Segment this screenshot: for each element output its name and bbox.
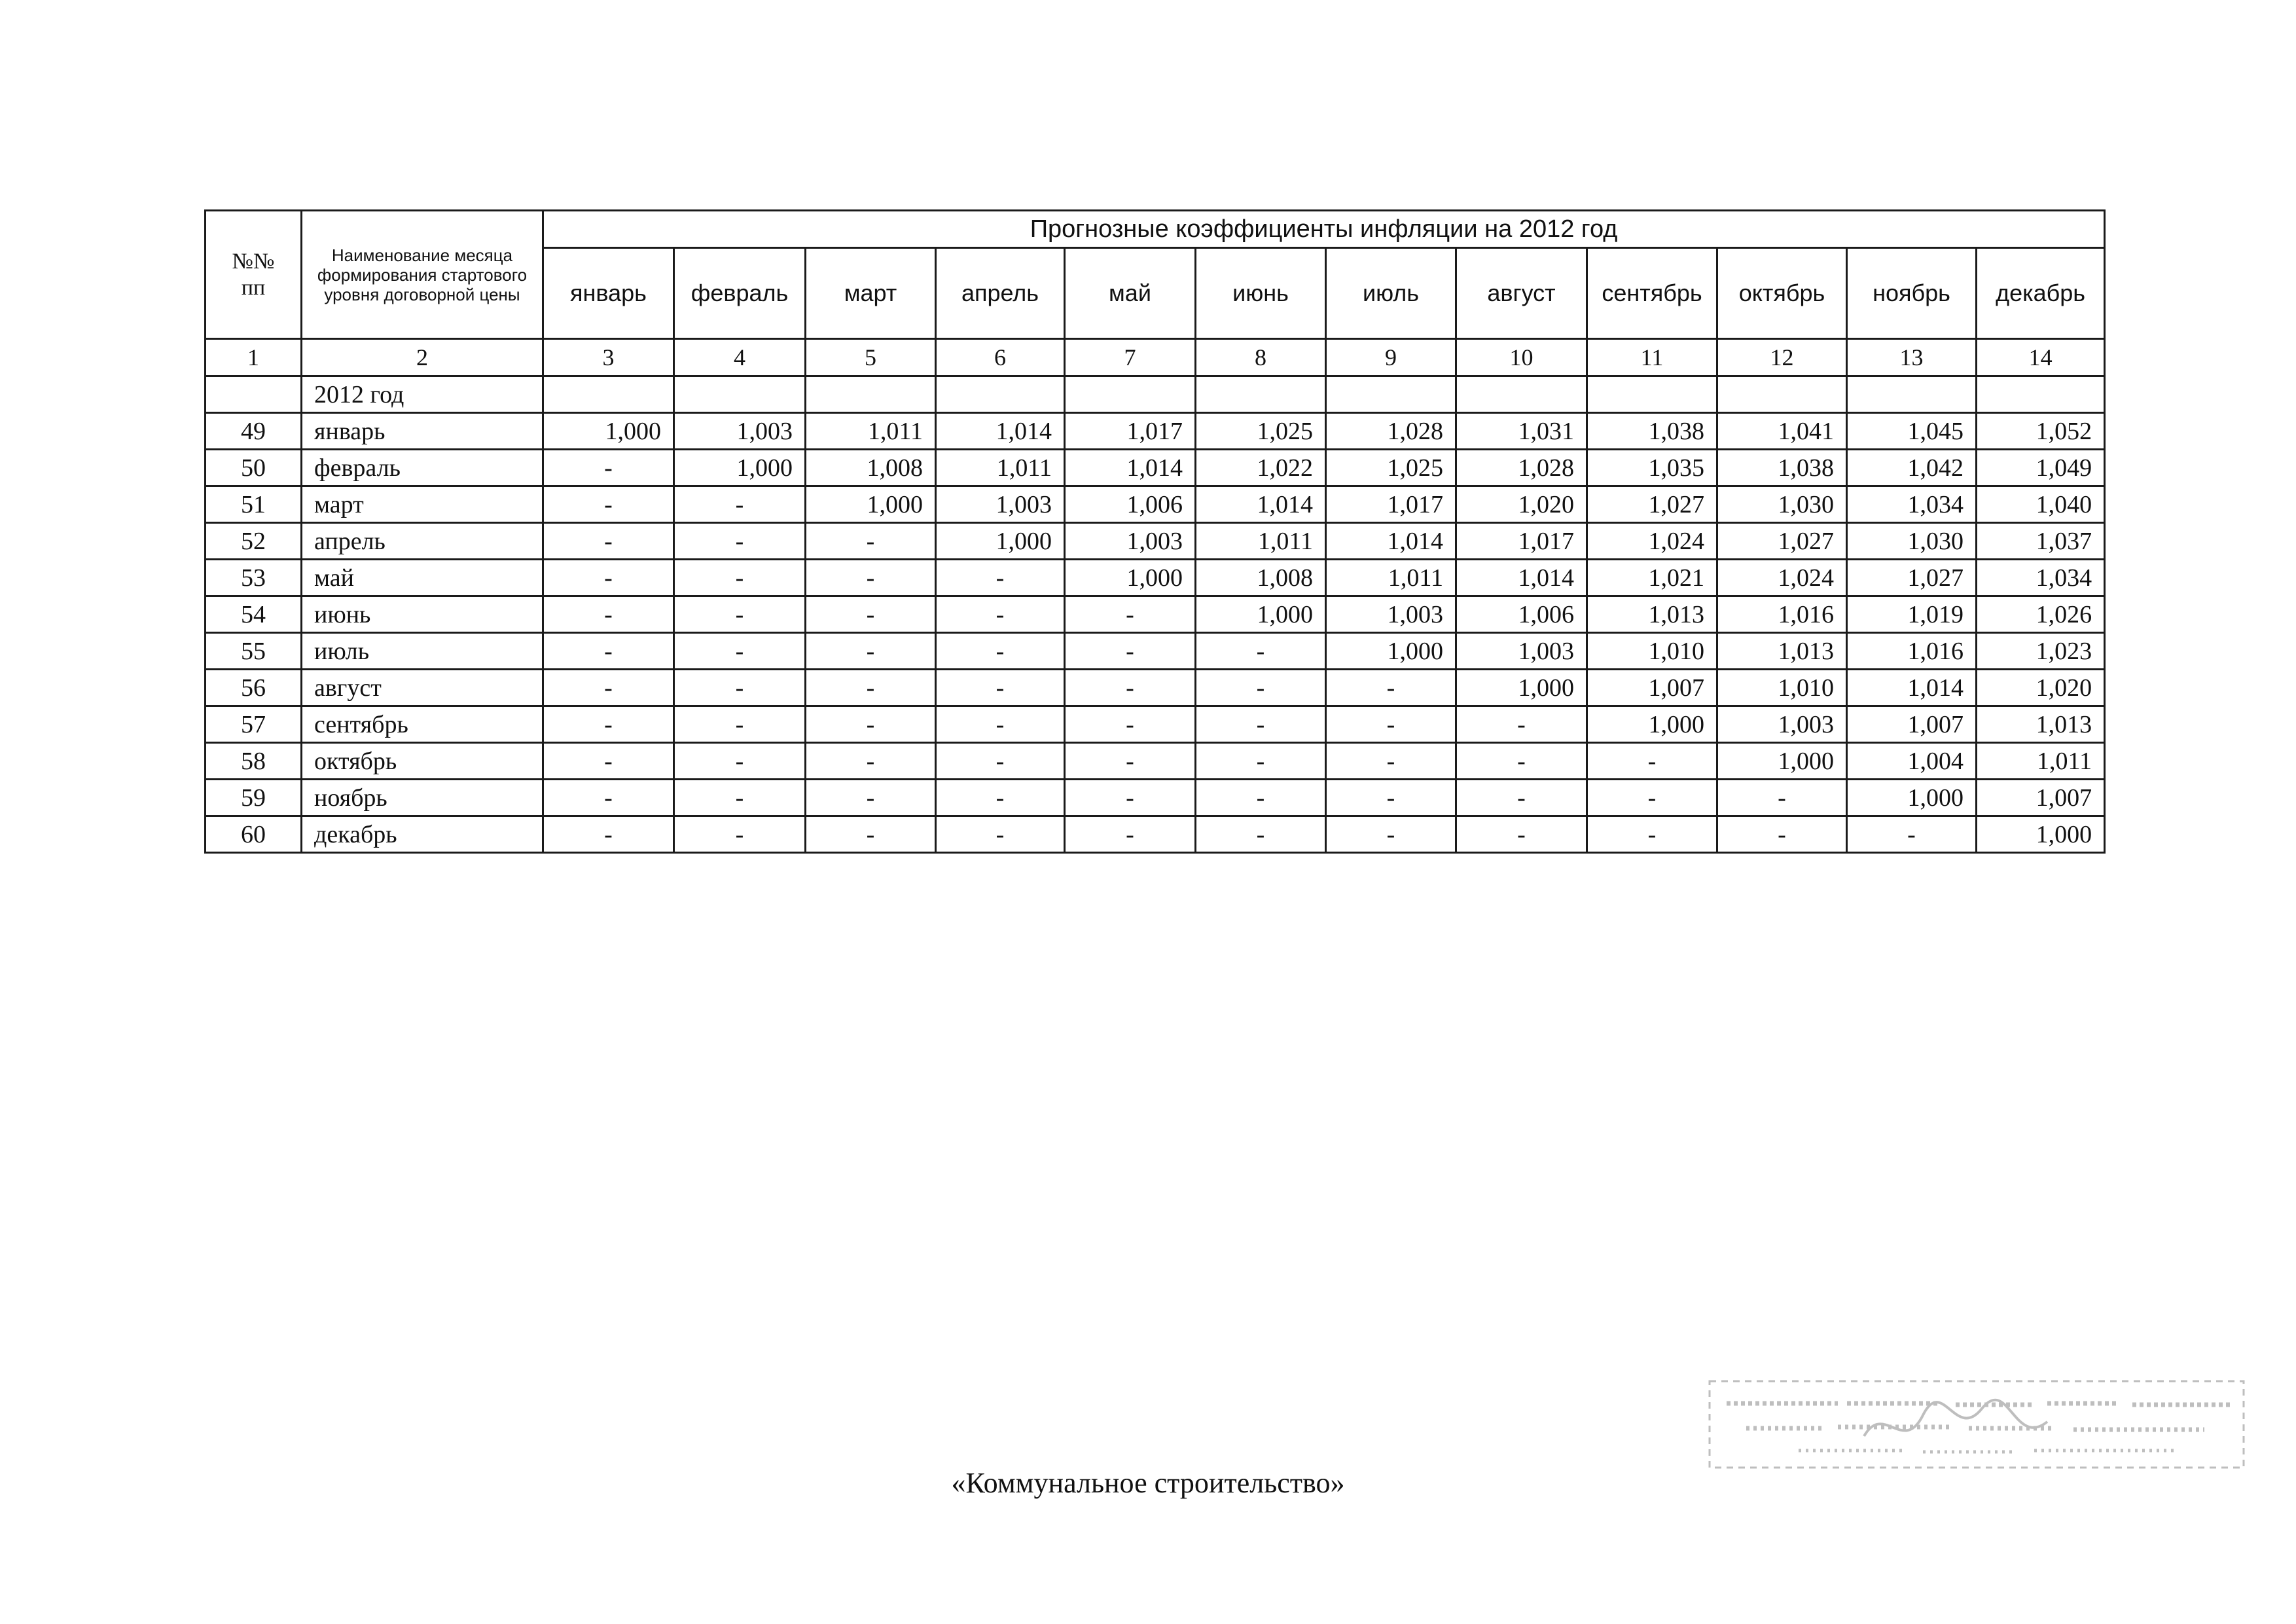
- table-row: [206, 706, 2105, 743]
- coefficient-cell: -: [543, 560, 674, 596]
- year-label: 2012 год: [302, 376, 543, 413]
- table-row: [206, 780, 2105, 816]
- coefficient-cell: -: [543, 706, 674, 743]
- coefficient-cell: 1,003: [936, 486, 1065, 523]
- row-number-cell: 56: [206, 670, 302, 706]
- column-number-cell: 2: [302, 339, 543, 376]
- coefficient-cell: 1,000: [1065, 560, 1196, 596]
- coefficient-cell: -: [674, 743, 806, 780]
- coefficient-cell: 1,000: [674, 450, 806, 486]
- stamp-text-line-3: [1799, 1451, 2178, 1452]
- coefficient-cell: -: [674, 706, 806, 743]
- stamp-text-line-1: [1727, 1403, 2231, 1405]
- table-row: [206, 743, 2105, 780]
- column-number-cell: 8: [1196, 339, 1326, 376]
- coefficient-cell: -: [1326, 743, 1456, 780]
- coefficient-cell: 1,021: [1587, 560, 1717, 596]
- coefficient-cell: 1,014: [936, 413, 1065, 450]
- coefficient-cell: 1,000: [1326, 633, 1456, 670]
- coefficient-cell: 1,027: [1847, 560, 1977, 596]
- row-number-cell: 59: [206, 780, 302, 816]
- coefficient-cell: -: [806, 560, 936, 596]
- coefficient-cell: -: [1065, 633, 1196, 670]
- year-row-empty-cell: [1847, 376, 1977, 413]
- row-number-cell: 54: [206, 596, 302, 633]
- month-column-header: июль: [1326, 248, 1456, 339]
- coefficient-cell: -: [543, 633, 674, 670]
- coefficient-cell: -: [1717, 816, 1847, 853]
- coefficient-cell: 1,017: [1326, 486, 1456, 523]
- coefficient-cell: -: [1587, 743, 1717, 780]
- coefficient-cell: 1,013: [1587, 596, 1717, 633]
- coefficient-cell: -: [936, 780, 1065, 816]
- table-row: [206, 596, 2105, 633]
- start-month-cell: январь: [302, 413, 543, 450]
- start-month-cell: декабрь: [302, 816, 543, 853]
- start-month-cell: июль: [302, 633, 543, 670]
- table-row: [206, 486, 2105, 523]
- start-month-cell: октябрь: [302, 743, 543, 780]
- coefficient-cell: -: [1326, 670, 1456, 706]
- year-row-empty-cell: [1326, 376, 1456, 413]
- coefficient-cell: 1,024: [1587, 523, 1717, 560]
- coefficient-cell: 1,014: [1847, 670, 1977, 706]
- start-month-cell: май: [302, 560, 543, 596]
- coefficient-cell: -: [1065, 670, 1196, 706]
- row-number-cell: 53: [206, 560, 302, 596]
- coefficient-cell: 1,008: [1196, 560, 1326, 596]
- column-number-cell: 13: [1847, 339, 1977, 376]
- coefficient-cell: 1,034: [1847, 486, 1977, 523]
- column-number-cell: 1: [206, 339, 302, 376]
- coefficient-cell: -: [1196, 780, 1326, 816]
- coefficient-cell: -: [806, 743, 936, 780]
- coefficient-cell: 1,025: [1196, 413, 1326, 450]
- coefficient-cell: 1,011: [1326, 560, 1456, 596]
- row-number-cell: 50: [206, 450, 302, 486]
- start-month-cell: апрель: [302, 523, 543, 560]
- row-number-header-label: №№ пп: [232, 249, 275, 300]
- column-number-cell: 7: [1065, 339, 1196, 376]
- coefficient-cell: 1,007: [1587, 670, 1717, 706]
- coefficient-cell: -: [1326, 780, 1456, 816]
- coefficient-cell: -: [1587, 816, 1717, 853]
- start-month-cell: июнь: [302, 596, 543, 633]
- coefficient-cell: 1,049: [1977, 450, 2105, 486]
- year-row-empty-cell: [543, 376, 674, 413]
- coefficient-cell: 1,000: [936, 523, 1065, 560]
- coefficient-cell: -: [936, 706, 1065, 743]
- coefficient-cell: -: [1065, 743, 1196, 780]
- coefficient-cell: -: [1196, 743, 1326, 780]
- coefficient-cell: 1,052: [1977, 413, 2105, 450]
- coefficient-cell: 1,014: [1326, 523, 1456, 560]
- coefficient-cell: -: [543, 670, 674, 706]
- year-row-empty-cell: [1456, 376, 1587, 413]
- coefficient-cell: -: [674, 486, 806, 523]
- coefficient-cell: 1,000: [1847, 780, 1977, 816]
- coefficient-cell: 1,011: [936, 450, 1065, 486]
- start-month-cell: август: [302, 670, 543, 706]
- coefficient-cell: 1,000: [543, 413, 674, 450]
- coefficient-cell: 1,014: [1456, 560, 1587, 596]
- coefficient-cell: 1,038: [1717, 450, 1847, 486]
- coefficient-cell: 1,000: [806, 486, 936, 523]
- coefficient-cell: -: [1065, 596, 1196, 633]
- column-number-cell: 3: [543, 339, 674, 376]
- column-number-row: [206, 339, 2105, 376]
- table-row: [206, 633, 2105, 670]
- coefficient-cell: 1,013: [1717, 633, 1847, 670]
- coefficient-cell: -: [1196, 706, 1326, 743]
- coefficient-cell: 1,016: [1717, 596, 1847, 633]
- year-row-empty-cell: [1977, 376, 2105, 413]
- coefficient-cell: -: [543, 486, 674, 523]
- year-row-empty-cell: [1196, 376, 1326, 413]
- coefficient-cell: -: [674, 816, 806, 853]
- row-number-cell: 52: [206, 523, 302, 560]
- coefficient-cell: -: [674, 596, 806, 633]
- month-column-header: август: [1456, 248, 1587, 339]
- start-month-cell: февраль: [302, 450, 543, 486]
- coefficient-cell: 1,006: [1065, 486, 1196, 523]
- coefficient-cell: 1,003: [1717, 706, 1847, 743]
- coefficient-cell: -: [674, 780, 806, 816]
- month-name-header: Наименование месяца формирования стартового уровня договорной цены: [302, 211, 543, 339]
- table-body: [206, 376, 2105, 853]
- month-column-header: апрель: [936, 248, 1065, 339]
- month-column-header: март: [806, 248, 936, 339]
- coefficient-cell: -: [1847, 816, 1977, 853]
- coefficient-cell: 1,019: [1847, 596, 1977, 633]
- coefficient-cell: 1,028: [1326, 413, 1456, 450]
- coefficient-cell: -: [936, 596, 1065, 633]
- coefficient-cell: 1,000: [1196, 596, 1326, 633]
- table-row: [206, 450, 2105, 486]
- stamp-border: [1710, 1381, 2244, 1468]
- year-row-empty-cell: [1717, 376, 1847, 413]
- coefficient-cell: -: [543, 523, 674, 560]
- start-month-cell: сентябрь: [302, 706, 543, 743]
- coefficient-cell: -: [1456, 780, 1587, 816]
- year-row-empty-cell: [1065, 376, 1196, 413]
- month-column-header: ноябрь: [1847, 248, 1977, 339]
- row-number-cell: 49: [206, 413, 302, 450]
- column-number-cell: 4: [674, 339, 806, 376]
- month-column-header: октябрь: [1717, 248, 1847, 339]
- coefficient-cell: 1,011: [1196, 523, 1326, 560]
- coefficients-title: Прогнозные коэффициенты инфляции на 2012 год: [543, 211, 2105, 248]
- coefficient-cell: -: [1717, 780, 1847, 816]
- row-number-cell: 57: [206, 706, 302, 743]
- coefficient-cell: 1,020: [1456, 486, 1587, 523]
- coefficient-cell: 1,022: [1196, 450, 1326, 486]
- header-row-title: [206, 211, 2105, 248]
- coefficient-cell: -: [806, 780, 936, 816]
- coefficient-cell: -: [543, 743, 674, 780]
- coefficient-cell: 1,000: [1717, 743, 1847, 780]
- column-number-cell: 9: [1326, 339, 1456, 376]
- coefficient-cell: 1,008: [806, 450, 936, 486]
- coefficient-cell: -: [674, 670, 806, 706]
- start-month-cell: ноябрь: [302, 780, 543, 816]
- year-row-empty-cell: [674, 376, 806, 413]
- coefficient-cell: -: [1196, 670, 1326, 706]
- coefficient-cell: 1,007: [1847, 706, 1977, 743]
- column-number-cell: 12: [1717, 339, 1847, 376]
- column-number-cell: 10: [1456, 339, 1587, 376]
- coefficient-cell: 1,007: [1977, 780, 2105, 816]
- coefficient-cell: 1,037: [1977, 523, 2105, 560]
- coefficient-cell: -: [936, 670, 1065, 706]
- coefficient-cell: -: [806, 670, 936, 706]
- coefficient-cell: 1,003: [1065, 523, 1196, 560]
- month-column-header: декабрь: [1977, 248, 2105, 339]
- coefficient-cell: -: [806, 596, 936, 633]
- row-number-header: [206, 211, 302, 339]
- column-number-cell: 6: [936, 339, 1065, 376]
- coefficient-cell: 1,011: [1977, 743, 2105, 780]
- coefficient-cell: 1,035: [1587, 450, 1717, 486]
- row-number-cell: 58: [206, 743, 302, 780]
- coefficient-cell: -: [806, 633, 936, 670]
- coefficient-cell: 1,030: [1847, 523, 1977, 560]
- month-column-header: май: [1065, 248, 1196, 339]
- coefficient-cell: -: [1065, 706, 1196, 743]
- coefficient-cell: 1,000: [1587, 706, 1717, 743]
- coefficient-cell: 1,004: [1847, 743, 1977, 780]
- table-row: [206, 816, 2105, 853]
- row-number-cell: 60: [206, 816, 302, 853]
- coefficient-cell: 1,042: [1847, 450, 1977, 486]
- table-row: [206, 523, 2105, 560]
- column-number-cell: 11: [1587, 339, 1717, 376]
- coefficient-cell: -: [674, 560, 806, 596]
- coefficient-cell: -: [1196, 816, 1326, 853]
- coefficient-cell: 1,010: [1717, 670, 1847, 706]
- row-number-cell: 51: [206, 486, 302, 523]
- coefficient-cell: -: [806, 816, 936, 853]
- organization-footer: «Коммунальное строительство»: [951, 1467, 1345, 1499]
- coefficient-cell: 1,026: [1977, 596, 2105, 633]
- coefficient-cell: -: [674, 633, 806, 670]
- coefficient-cell: -: [806, 523, 936, 560]
- coefficient-cell: 1,013: [1977, 706, 2105, 743]
- coefficient-cell: -: [543, 780, 674, 816]
- coefficient-cell: 1,003: [674, 413, 806, 450]
- coefficient-cell: 1,010: [1587, 633, 1717, 670]
- coefficient-cell: 1,017: [1456, 523, 1587, 560]
- coefficient-cell: 1,040: [1977, 486, 2105, 523]
- coefficient-cell: 1,006: [1456, 596, 1587, 633]
- coefficient-cell: 1,045: [1847, 413, 1977, 450]
- coefficient-cell: -: [936, 633, 1065, 670]
- coefficient-cell: -: [543, 450, 674, 486]
- coefficient-cell: 1,034: [1977, 560, 2105, 596]
- coefficient-cell: 1,041: [1717, 413, 1847, 450]
- coefficient-cell: 1,030: [1717, 486, 1847, 523]
- coefficient-cell: -: [1065, 816, 1196, 853]
- coefficient-cell: 1,014: [1065, 450, 1196, 486]
- coefficient-cell: 1,038: [1587, 413, 1717, 450]
- year-row-empty-cell: [936, 376, 1065, 413]
- coefficient-cell: -: [936, 816, 1065, 853]
- coefficient-cell: -: [543, 816, 674, 853]
- inflation-coefficients-table: [204, 209, 2106, 854]
- coefficient-cell: 1,000: [1977, 816, 2105, 853]
- coefficient-cell: 1,027: [1717, 523, 1847, 560]
- coefficient-cell: -: [936, 743, 1065, 780]
- coefficient-cell: 1,023: [1977, 633, 2105, 670]
- coefficient-cell: 1,014: [1196, 486, 1326, 523]
- coefficient-cell: 1,016: [1847, 633, 1977, 670]
- coefficient-cell: -: [1196, 633, 1326, 670]
- approval-stamp: [1707, 1376, 2248, 1474]
- coefficient-cell: 1,028: [1456, 450, 1587, 486]
- year-row-number-cell: [206, 376, 302, 413]
- coefficient-cell: 1,000: [1456, 670, 1587, 706]
- coefficient-cell: -: [1456, 816, 1587, 853]
- coefficient-cell: -: [1065, 780, 1196, 816]
- coefficient-cell: -: [806, 706, 936, 743]
- table-row: [206, 560, 2105, 596]
- coefficient-cell: -: [674, 523, 806, 560]
- coefficient-cell: 1,020: [1977, 670, 2105, 706]
- coefficient-cell: -: [1587, 780, 1717, 816]
- coefficient-cell: -: [1326, 816, 1456, 853]
- coefficient-cell: 1,025: [1326, 450, 1456, 486]
- year-row-empty-cell: [1587, 376, 1717, 413]
- coefficient-cell: 1,017: [1065, 413, 1196, 450]
- coefficient-cell: 1,003: [1326, 596, 1456, 633]
- table-row: [206, 413, 2105, 450]
- column-number-cell: 5: [806, 339, 936, 376]
- row-number-cell: 55: [206, 633, 302, 670]
- coefficient-cell: -: [1456, 706, 1587, 743]
- month-column-header: февраль: [674, 248, 806, 339]
- column-number-cell: 14: [1977, 339, 2105, 376]
- year-row: [206, 376, 2105, 413]
- stamp-text-line-2: [1746, 1427, 2204, 1430]
- coefficient-cell: 1,003: [1456, 633, 1587, 670]
- month-column-header: июнь: [1196, 248, 1326, 339]
- year-row-empty-cell: [806, 376, 936, 413]
- coefficient-cell: 1,031: [1456, 413, 1587, 450]
- coefficient-cell: -: [543, 596, 674, 633]
- coefficient-cell: -: [936, 560, 1065, 596]
- coefficient-cell: -: [1456, 743, 1587, 780]
- table-row: [206, 670, 2105, 706]
- coefficient-cell: -: [1326, 706, 1456, 743]
- coefficient-cell: 1,011: [806, 413, 936, 450]
- month-column-header: январь: [543, 248, 674, 339]
- coefficient-cell: 1,027: [1587, 486, 1717, 523]
- start-month-cell: март: [302, 486, 543, 523]
- month-column-header: сентябрь: [1587, 248, 1717, 339]
- coefficient-cell: 1,024: [1717, 560, 1847, 596]
